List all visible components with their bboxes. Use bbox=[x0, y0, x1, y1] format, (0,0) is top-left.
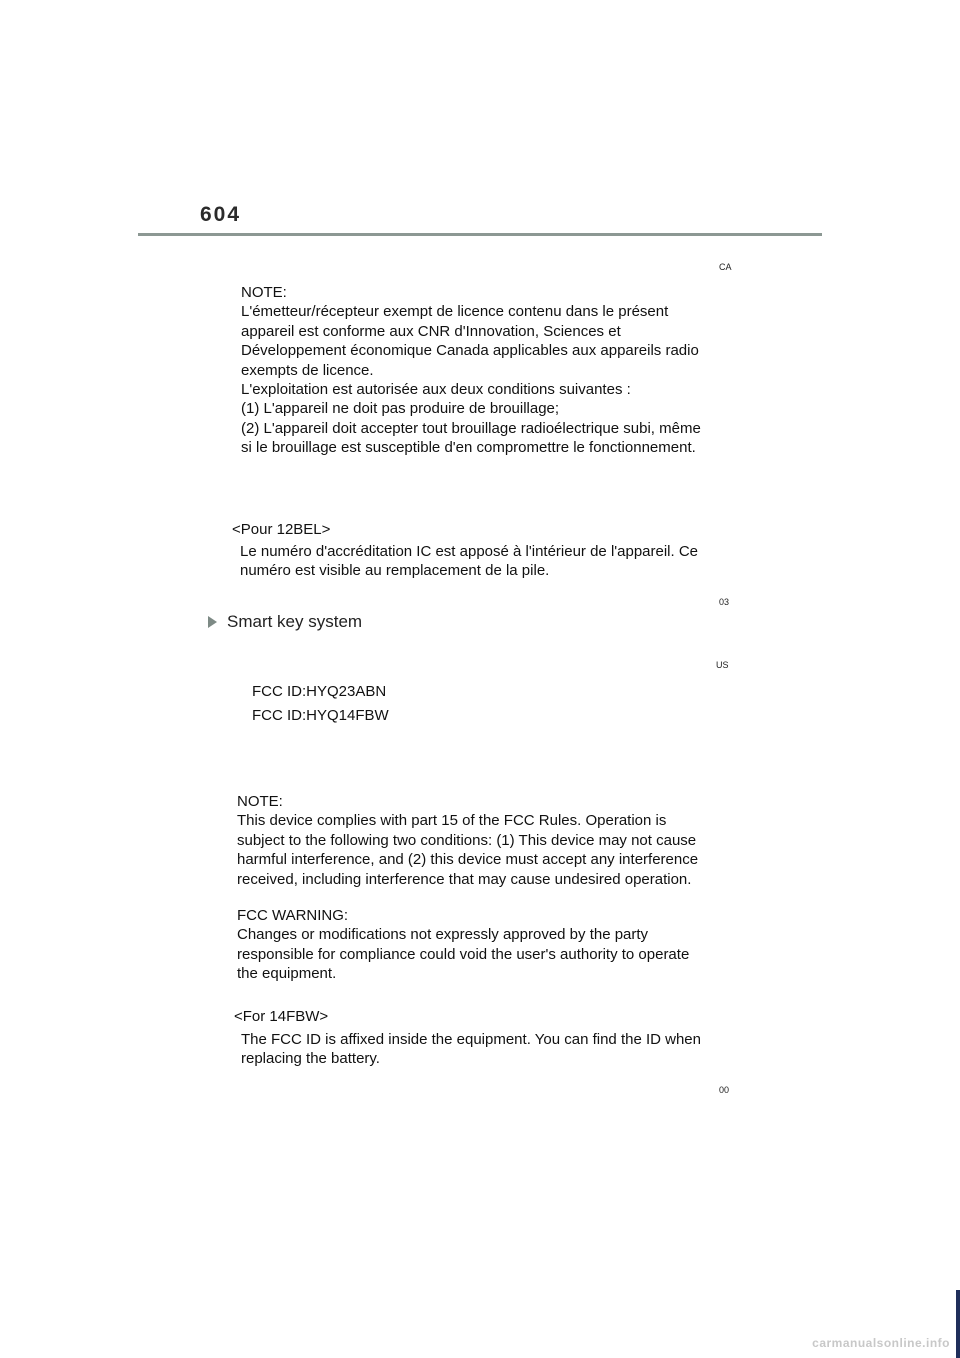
watermark: carmanualsonline.info bbox=[812, 1336, 950, 1350]
fcc-id-list bbox=[252, 680, 389, 728]
note-line: subject to the following two conditions: (1) This device may not cause bbox=[237, 831, 697, 849]
region-code-00: 00 bbox=[719, 1085, 730, 1095]
note-line: L'exploitation est autorisée aux deux conditions suivantes : bbox=[241, 381, 631, 399]
note-line: The FCC ID is affixed inside the equipment. You can find the ID when bbox=[241, 1031, 701, 1048]
pour-12bel-label: <Pour 12BEL> bbox=[232, 521, 331, 538]
note-line: responsible for compliance could void the user's authority to operate bbox=[237, 945, 690, 963]
for-14fbw-label: <For 14FBW> bbox=[234, 1008, 329, 1025]
note-line: appareil est conforme aux CNR d'Innovation, Sciences et bbox=[241, 322, 621, 340]
region-code-03: 03 bbox=[719, 597, 730, 607]
region-code-us: US bbox=[716, 660, 729, 670]
header-rule bbox=[138, 233, 822, 236]
note-line: Le numéro d'accréditation IC est apposé à l'intérieur de l'appareil. Ce bbox=[240, 543, 699, 560]
page-number: 604 bbox=[200, 203, 242, 226]
note-line: NOTE: bbox=[241, 284, 287, 301]
note-line: the equipment. bbox=[237, 965, 337, 983]
note-line: Changes or modifications not expressly approved by the party bbox=[237, 926, 649, 944]
section-heading bbox=[208, 612, 362, 632]
fcc-id: FCC ID:HYQ14FBW bbox=[252, 707, 389, 724]
note-line: replacing the battery. bbox=[241, 1050, 380, 1068]
fcc-id: FCC ID:HYQ23ABN bbox=[252, 683, 387, 700]
note-line: received, including interference that may cause undesired operation. bbox=[237, 870, 692, 888]
triangle-bullet-icon bbox=[208, 616, 217, 628]
note-line: This device complies with part 15 of the FCC Rules. Operation is bbox=[237, 812, 667, 830]
note-line: exempts de licence. bbox=[241, 361, 374, 379]
canada-note bbox=[241, 283, 701, 458]
note-line: FCC WARNING: bbox=[237, 907, 349, 924]
note-line: harmful interference, and (2) this device must accept any interference bbox=[237, 851, 699, 869]
us-note bbox=[237, 792, 698, 889]
edge-tab bbox=[956, 1290, 960, 1358]
note-line: L'émetteur/récepteur exempt de licence contenu dans le présent bbox=[241, 303, 669, 321]
note-line: si le brouillage est susceptible d'en compromettre le fonctionnement. bbox=[241, 439, 696, 457]
note-line: numéro est visible au remplacement de la pile. bbox=[240, 562, 550, 580]
note-line: (1) L'appareil ne doit pas produire de brouillage; bbox=[241, 400, 560, 418]
fcc-warning bbox=[237, 906, 689, 984]
note-line: (2) L'appareil doit accepter tout brouillage radioélectrique subi, même bbox=[241, 419, 701, 437]
for-14fbw-text bbox=[241, 1030, 701, 1069]
section-title: Smart key system bbox=[227, 612, 363, 631]
note-line: Développement économique Canada applicables aux appareils radio bbox=[241, 342, 699, 360]
region-code-ca: CA bbox=[719, 262, 732, 272]
pour-12bel-text bbox=[240, 542, 698, 581]
note-line: NOTE: bbox=[237, 793, 283, 810]
